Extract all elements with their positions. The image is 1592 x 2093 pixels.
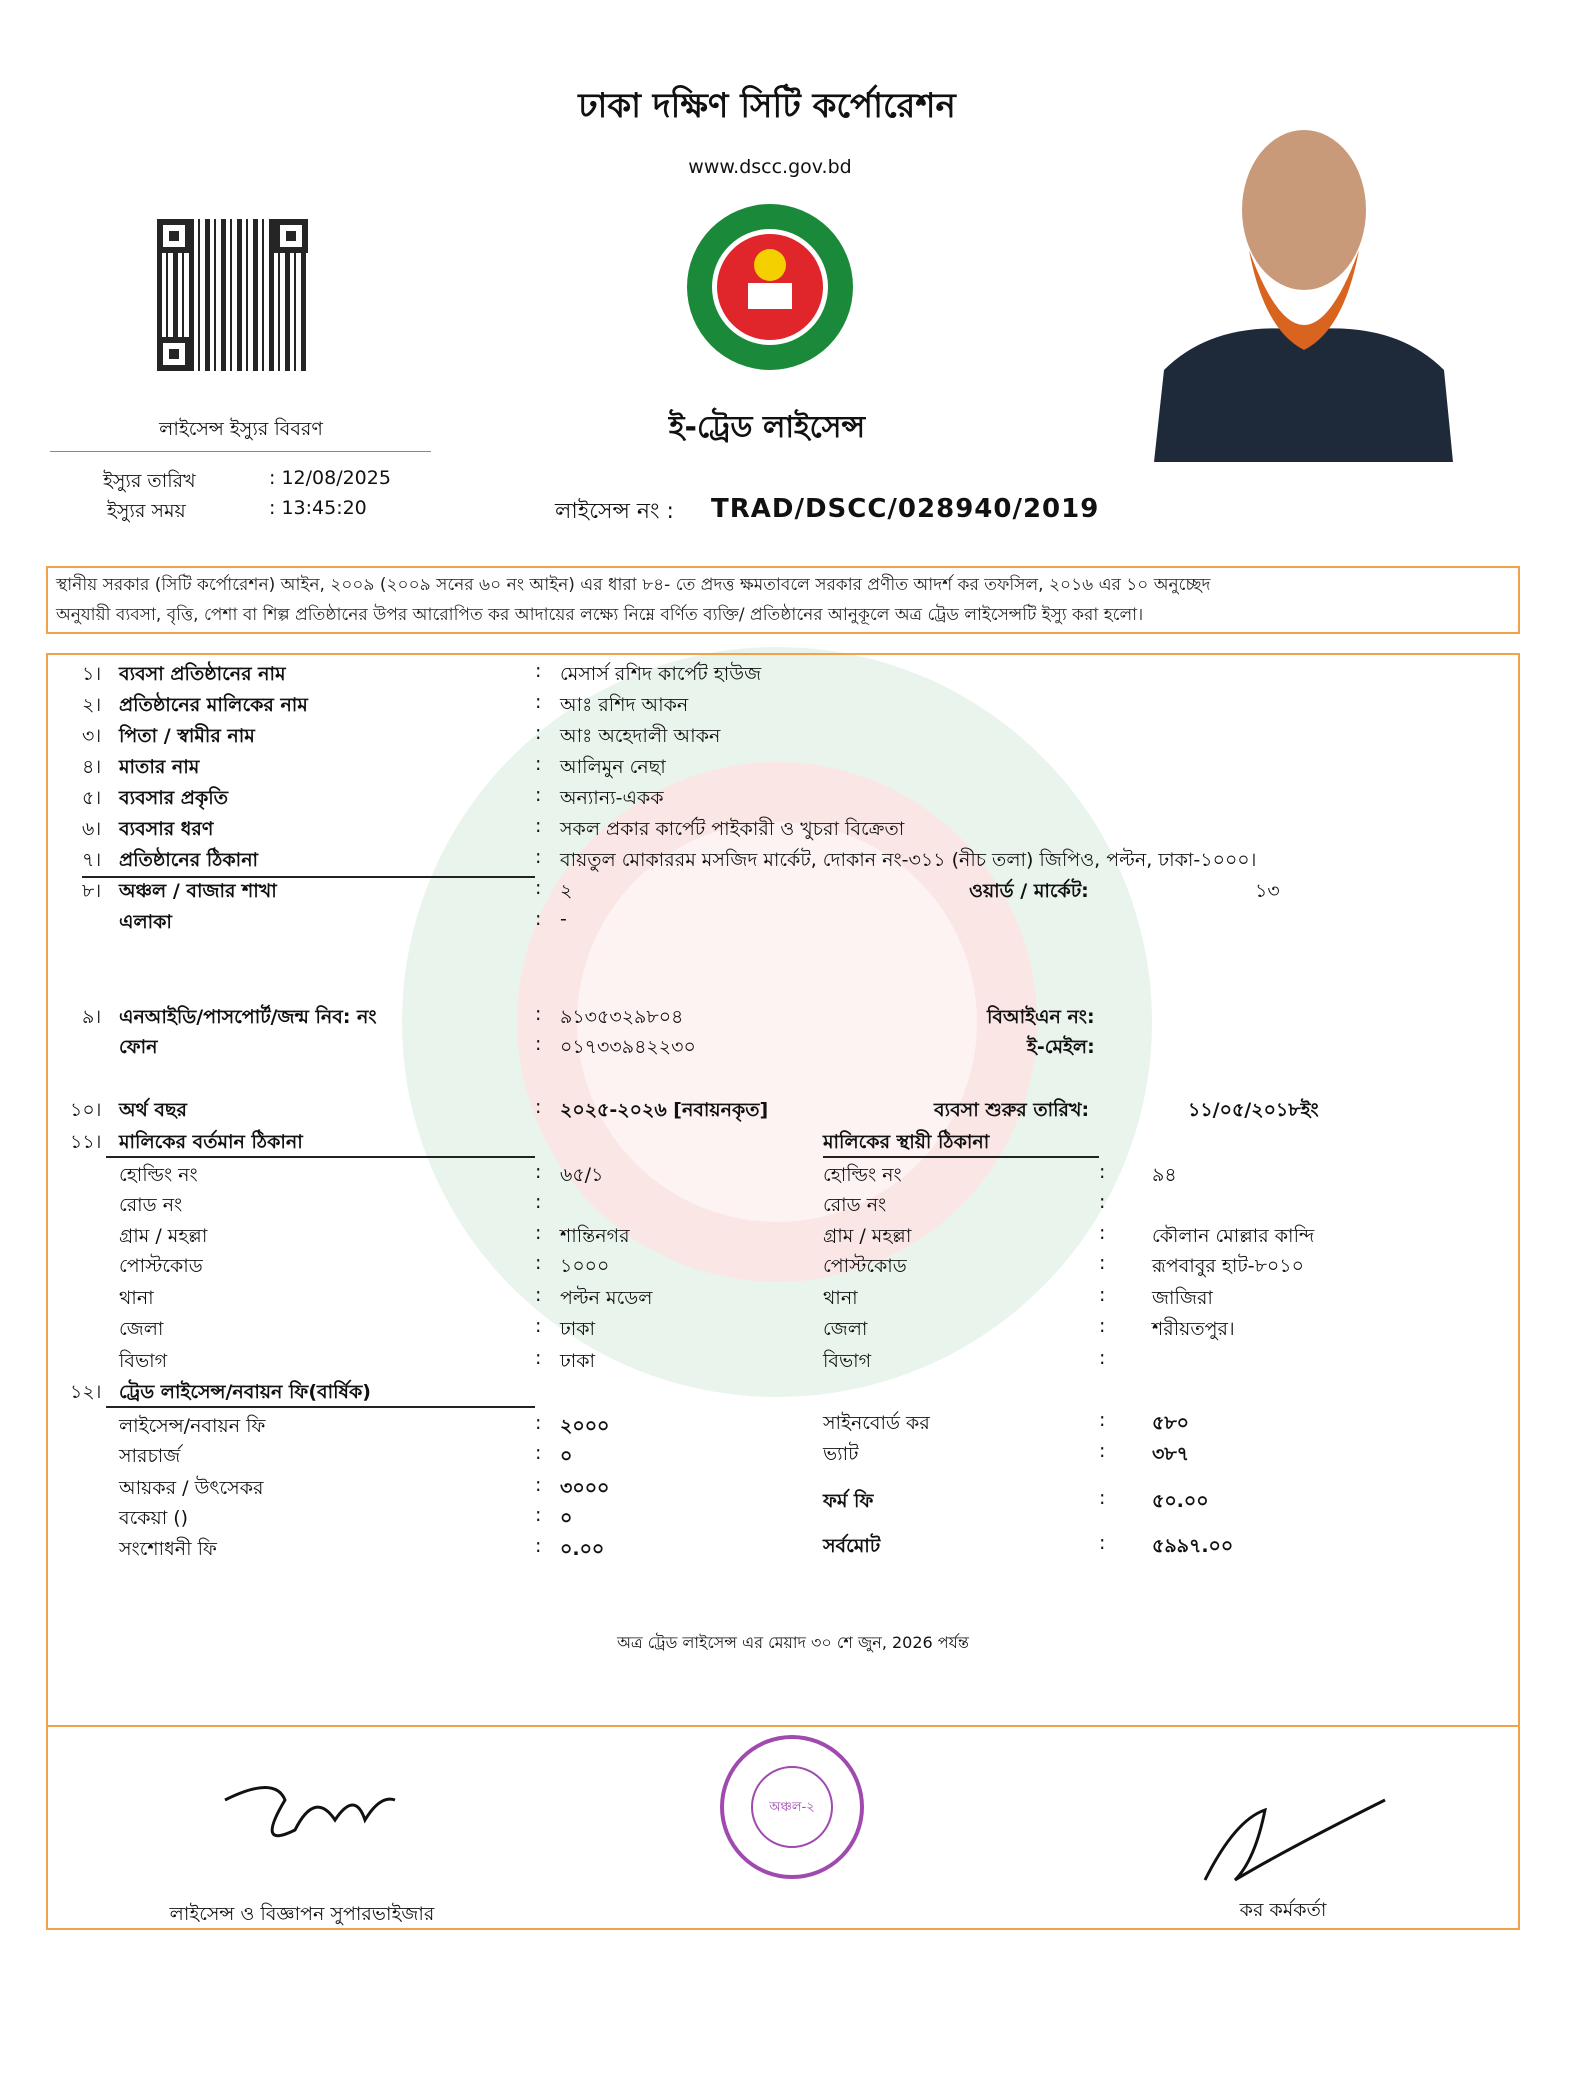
address-label: থানা bbox=[119, 1287, 154, 1309]
present-address-value: ১০০০ bbox=[560, 1255, 610, 1277]
address-label: গ্রাম / মহল্লা bbox=[119, 1225, 208, 1247]
issue-date-label: ইস্যুর তারিখ bbox=[103, 470, 196, 492]
fee-value: ০ bbox=[560, 1507, 573, 1529]
field-number: ৬। bbox=[82, 818, 102, 840]
field-number: ১২। bbox=[70, 1381, 102, 1403]
address-label: জেলা bbox=[119, 1318, 164, 1340]
stamp-text: অঞ্চল-২ bbox=[769, 1800, 815, 1815]
field-value: আঃ অহেদালী আকন bbox=[560, 725, 721, 747]
colon-separator: : bbox=[535, 1191, 542, 1213]
field-value: বায়তুল মোকাররম মসজিদ মার্কেট, দোকান নং-৩১১ (নীচ তলা) জিপিও, পল্টন, ঢাকা-১০০০। bbox=[560, 849, 1257, 871]
colon-separator: : bbox=[535, 815, 542, 837]
colon-separator: : bbox=[535, 784, 542, 806]
fiscal-label: অর্থ বছর bbox=[119, 1099, 187, 1121]
section-underline bbox=[106, 1406, 535, 1408]
fee-label: সাইনবোর্ড কর bbox=[823, 1412, 930, 1434]
colon-separator: : bbox=[1099, 1409, 1106, 1431]
field-label: ব্যবসার ধরণ bbox=[119, 818, 214, 840]
permanent-address-value: কৌলান মোল্লার কান্দি bbox=[1152, 1225, 1315, 1247]
email-label: ই-মেইল: bbox=[1027, 1036, 1095, 1058]
fee-value: ৩০০০ bbox=[560, 1477, 610, 1499]
dscc-logo bbox=[686, 203, 854, 371]
colon-separator: : bbox=[1099, 1487, 1106, 1509]
field-value: আঃ রশিদ আকন bbox=[560, 694, 689, 716]
colon-separator: : bbox=[535, 1284, 542, 1306]
field-label: প্রতিষ্ঠানের ঠিকানা bbox=[119, 849, 259, 871]
field-label: পিতা / স্বামীর নাম bbox=[119, 725, 255, 747]
validity-note: অত্র ট্রেড লাইসেন্স এর মেয়াদ ৩০ শে জুন, 2026 পর্যন্ত bbox=[617, 1633, 969, 1652]
phone-label: ফোন bbox=[119, 1036, 158, 1058]
address-label: হোল্ডিং নং bbox=[119, 1164, 198, 1186]
field-label: ব্যবসার প্রকৃতি bbox=[119, 787, 228, 809]
colon-separator: : bbox=[1099, 1532, 1106, 1554]
license-number: TRAD/DSCC/028940/2019 bbox=[711, 494, 1100, 524]
colon-separator: : bbox=[535, 1504, 542, 1526]
colon-separator: : bbox=[535, 660, 542, 682]
colon-separator: : bbox=[535, 1161, 542, 1183]
address-label: রোড নং bbox=[119, 1194, 183, 1216]
fee-label: সারচার্জ bbox=[119, 1445, 181, 1467]
org-name: ঢাকা দক্ষিণ সিটি কর্পোরেশন bbox=[578, 86, 956, 126]
bin-label: বিআইএন নং: bbox=[987, 1006, 1095, 1028]
colon-separator: : bbox=[1099, 1252, 1106, 1274]
owner-photo bbox=[1154, 100, 1453, 462]
field-label: অঞ্চল / বাজার শাখা bbox=[119, 880, 277, 902]
fee-label: ফর্ম ফি bbox=[823, 1490, 874, 1512]
area-value: - bbox=[560, 908, 567, 930]
colon-separator: : bbox=[535, 1442, 542, 1464]
colon-separator: : bbox=[535, 1474, 542, 1496]
fee-value: ২০০০ bbox=[560, 1415, 610, 1437]
fee-label: সর্বমোট bbox=[823, 1535, 881, 1557]
phone-value: ০১৭৩৩৯৪২২৩০ bbox=[560, 1036, 696, 1058]
ward-value: ১৩ bbox=[1255, 880, 1280, 902]
preamble-line-2: অনুযায়ী ব্যবসা, বৃত্তি, পেশা বা শিল্প প্রতিষ্ঠানের উপর আরোপিত কর আদায়ের লক্ষ্যে নিম্নে বর্ণিত ব্যক্তি/ প্রতিষ্ঠানের আনুকূলে অত্র ট্রেড লাইসেন্সটি ইস্যু করা হলো। bbox=[56, 605, 1144, 625]
field-number: ১১। bbox=[70, 1131, 102, 1153]
address-label: বিভাগ bbox=[119, 1350, 168, 1372]
zone-value: ২ bbox=[560, 880, 573, 902]
permanent-address-heading: মালিকের স্থায়ী ঠিকানা bbox=[823, 1131, 990, 1153]
present-address-value: ঢাকা bbox=[560, 1318, 596, 1340]
fee-label: বকেয়া () bbox=[119, 1507, 189, 1529]
issue-heading: লাইসেন্স ইস্যুর বিবরণ bbox=[159, 418, 323, 440]
fee-value: ০ bbox=[560, 1445, 573, 1467]
fee-label: লাইসেন্স/নবায়ন ফি bbox=[119, 1415, 266, 1437]
address-label: বিভাগ bbox=[823, 1350, 872, 1372]
fee-label: সংশোধনী ফি bbox=[119, 1538, 217, 1560]
colon-separator: : bbox=[535, 846, 542, 868]
tax-officer-signature bbox=[1195, 1780, 1395, 1890]
address-label: থানা bbox=[823, 1287, 858, 1309]
preamble-box bbox=[46, 566, 1520, 634]
colon-separator: : bbox=[535, 753, 542, 775]
fee-label: ভ্যাট bbox=[823, 1443, 859, 1465]
colon-separator: : bbox=[535, 1535, 542, 1557]
colon-separator: : bbox=[535, 1003, 542, 1025]
field-number: ১। bbox=[82, 663, 102, 685]
permanent-address-value: শরীয়তপুর। bbox=[1152, 1318, 1235, 1340]
doc-title: ই-ট্রেড লাইসেন্স bbox=[668, 410, 866, 445]
colon-separator: : bbox=[1099, 1347, 1106, 1369]
section-underline bbox=[823, 1156, 1099, 1158]
field-label: ব্যবসা প্রতিষ্ঠানের নাম bbox=[119, 663, 286, 685]
present-address-value: শান্তিনগর bbox=[560, 1225, 630, 1247]
field-value: আলিমুন নেছা bbox=[560, 756, 666, 778]
field-value: মেসার্স রশিদ কার্পেট হাউজ bbox=[560, 663, 762, 685]
field-number: ৩। bbox=[82, 725, 102, 747]
colon-separator: : bbox=[535, 722, 542, 744]
colon-separator: : bbox=[535, 1033, 542, 1055]
start-date-value: ১১/০৫/২০১৮ইং bbox=[1188, 1099, 1319, 1121]
address-label: জেলা bbox=[823, 1318, 868, 1340]
start-date-label: ব্যবসা শুরুর তারিখ: bbox=[934, 1099, 1090, 1121]
issue-date-value: : 12/08/2025 bbox=[269, 467, 391, 489]
colon-separator: : bbox=[535, 908, 542, 930]
colon-separator: : bbox=[535, 1347, 542, 1369]
field-number: ৭। bbox=[82, 849, 102, 871]
permanent-address-value: রূপবাবুর হাট-৮০১০ bbox=[1152, 1255, 1304, 1277]
field-label: মাতার নাম bbox=[119, 756, 200, 778]
fee-value: ৫৯৯৭.০০ bbox=[1152, 1535, 1234, 1557]
colon-separator: : bbox=[535, 1096, 542, 1118]
colon-separator: : bbox=[535, 691, 542, 713]
fee-value: ৫৮০ bbox=[1152, 1412, 1190, 1434]
present-address-value: ৬৫/১ bbox=[560, 1164, 604, 1186]
field-number: ৮। bbox=[82, 880, 102, 902]
issue-time-label: ইস্যুর সময় bbox=[107, 500, 186, 522]
nid-label: এনআইডি/পাসপোর্ট/জন্ম নিব: নং bbox=[119, 1006, 377, 1028]
supervisor-title: লাইসেন্স ও বিজ্ঞাপন সুপারভাইজার bbox=[169, 1903, 435, 1925]
fiscal-value: ২০২৫-২০২৬ [নবায়নকৃত] bbox=[560, 1099, 769, 1121]
address-label: গ্রাম / মহল্লা bbox=[823, 1225, 912, 1247]
supervisor-signature bbox=[215, 1770, 400, 1850]
ward-label: ওয়ার্ড / মার্কেট: bbox=[969, 880, 1089, 902]
colon-separator: : bbox=[535, 877, 542, 899]
fee-value: ৩৮৭ bbox=[1152, 1443, 1190, 1465]
nid-value: ৯১৩৫৩২৯৮০৪ bbox=[560, 1006, 684, 1028]
tax-officer-title: কর কর্মকর্তা bbox=[1239, 1899, 1327, 1921]
license-no-label: লাইসেন্স নং : bbox=[555, 499, 674, 524]
colon-separator: : bbox=[1099, 1161, 1106, 1183]
field-number: ৪। bbox=[82, 756, 102, 778]
fees-heading: ট্রেড লাইসেন্স/নবায়ন ফি(বার্ষিক) bbox=[119, 1381, 371, 1403]
colon-separator: : bbox=[535, 1252, 542, 1274]
field-label: প্রতিষ্ঠানের মালিকের নাম bbox=[119, 694, 308, 716]
colon-separator: : bbox=[535, 1222, 542, 1244]
section-underline bbox=[106, 1156, 535, 1158]
present-address-heading: মালিকের বর্তমান ঠিকানা bbox=[119, 1131, 303, 1153]
colon-separator: : bbox=[1099, 1440, 1106, 1462]
permanent-address-value: ৯৪ bbox=[1152, 1164, 1177, 1186]
field-number: ২। bbox=[82, 694, 102, 716]
address-label: পোস্টকোড bbox=[119, 1255, 203, 1277]
colon-separator: : bbox=[1099, 1315, 1106, 1337]
address-label: রোড নং bbox=[823, 1194, 887, 1216]
present-address-value: পল্টন মডেল bbox=[560, 1287, 653, 1309]
present-address-value: ঢাকা bbox=[560, 1350, 596, 1372]
website-link[interactable]: www.dscc.gov.bd bbox=[688, 156, 852, 178]
field-number: ৯। bbox=[82, 1006, 102, 1028]
field-number: ১০। bbox=[70, 1099, 102, 1121]
field-value: অন্যান্য-একক bbox=[560, 787, 664, 809]
colon-separator: : bbox=[1099, 1191, 1106, 1213]
address-label: হোল্ডিং নং bbox=[823, 1164, 902, 1186]
colon-separator: : bbox=[535, 1412, 542, 1434]
preamble-line-1: স্থানীয় সরকার (সিটি কর্পোরেশন) আইন, ২০০৯ (২০০৯ সনের ৬০ নং আইন) এর ধারা ৮৪- তে প্রদত্ত ক্ষমতাবলে সরকার প্রণীত আদর্শ কর তফসিল, ২০১৬ এর ১০ অনুচ্ছেদ bbox=[56, 575, 1211, 595]
fee-value: ০.০০ bbox=[560, 1538, 605, 1560]
area-label: এলাকা bbox=[119, 911, 172, 933]
colon-separator: : bbox=[1099, 1284, 1106, 1306]
colon-separator: : bbox=[1099, 1222, 1106, 1244]
field-number: ৫। bbox=[82, 787, 102, 809]
fee-label: আয়কর / উৎসেকর bbox=[119, 1477, 264, 1499]
address-label: পোস্টকোড bbox=[823, 1255, 907, 1277]
field-value: সকল প্রকার কার্পেট পাইকারী ও খুচরা বিক্রেতা bbox=[560, 818, 905, 840]
colon-separator: : bbox=[535, 1315, 542, 1337]
fee-value: ৫০.০০ bbox=[1152, 1490, 1209, 1512]
issue-time-value: : 13:45:20 bbox=[269, 497, 367, 519]
permanent-address-value: জাজিরা bbox=[1152, 1287, 1213, 1309]
qr-code bbox=[157, 219, 308, 371]
